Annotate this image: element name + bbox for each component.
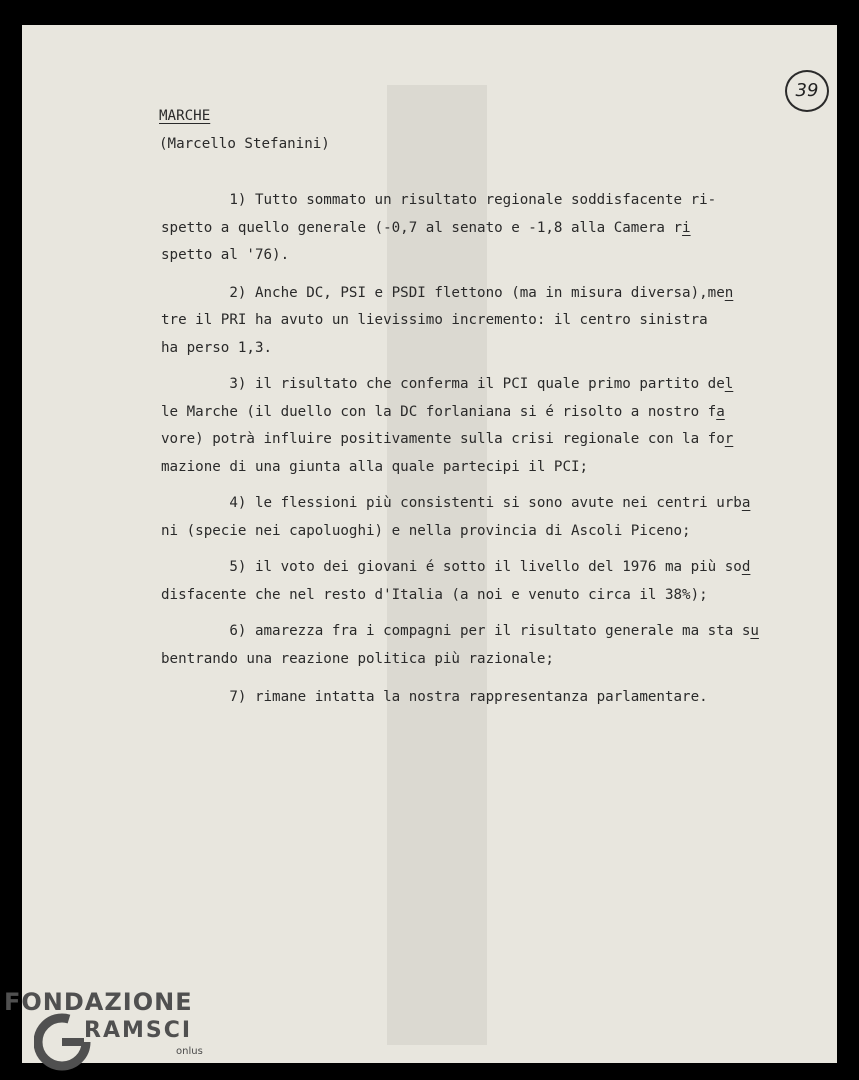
body-line-underlined-char: d <box>741 559 751 575</box>
body-line-text: tre il PRI ha avuto un lievissimo incremento: il centro sinistra <box>161 312 708 328</box>
body-line <box>161 191 716 209</box>
document-author: (Marcello Stefanini) <box>159 136 330 152</box>
document-page <box>22 25 837 1063</box>
body-line <box>161 403 725 421</box>
body-line-underlined-char: i <box>682 220 691 236</box>
body-line <box>161 650 554 668</box>
logo-line-1: FONDAZIONE <box>4 988 193 1016</box>
body-line-underlined-char: l <box>724 376 734 392</box>
page-number-stamp: 39 <box>785 70 829 112</box>
body-line-underlined-char: r <box>724 431 734 447</box>
body-line-text: 3) il risultato che conferma il PCI quale primo partito de <box>161 376 725 392</box>
body-line-underlined-char: u <box>750 623 759 639</box>
body-line-text: 7) rimane intatta la nostra rappresentanza parlamentare. <box>161 689 708 705</box>
body-line-text: ha perso 1,3. <box>161 340 273 356</box>
logo-line-2: RAMSCI <box>84 1018 193 1043</box>
body-line-text: vore) potrà influire positivamente sulla crisi regionale con la fo <box>161 431 725 447</box>
body-line <box>161 219 691 237</box>
body-line <box>161 246 289 264</box>
body-line <box>161 586 708 604</box>
body-line-text: 5) il voto dei giovani é sotto il livello del 1976 ma più so <box>161 559 742 575</box>
body-line <box>161 339 272 357</box>
body-line <box>161 558 750 576</box>
logo-line-3: onlus <box>176 1046 203 1057</box>
body-line-underlined-char: a <box>716 404 725 420</box>
body-line-underlined-char: a <box>741 495 751 511</box>
body-line-text: disfacente che nel resto d'Italia (a noi e venuto circa il 38%); <box>161 587 708 603</box>
body-line-text: bentrando una reazione politica più razionale; <box>161 651 554 667</box>
body-line <box>161 284 733 302</box>
document-title: MARCHE <box>159 108 211 124</box>
body-line-text: 6) amarezza fra i compagni per il risultato generale ma sta s <box>161 623 751 639</box>
body-line-text: 4) le flessioni più consistenti si sono avute nei centri urb <box>161 495 742 511</box>
fondazione-gramsci-logo <box>4 988 214 1076</box>
body-line-text: 2) Anche DC, PSI e PSDI flettono (ma in misura diversa),me <box>161 285 725 301</box>
body-line-text: spetto al '76). <box>161 247 290 263</box>
body-line-text: ni (specie nei capoluoghi) e nella provincia di Ascoli Piceno; <box>161 523 691 539</box>
body-line-underlined-char: n <box>724 285 734 301</box>
body-line <box>161 622 759 640</box>
body-line <box>161 458 588 476</box>
body-line <box>161 688 708 706</box>
body-line <box>161 522 691 540</box>
body-line <box>161 375 733 393</box>
body-line <box>161 494 750 512</box>
body-line-text: spetto a quello generale (-0,7 al senato e -1,8 alla Camera r <box>161 220 683 236</box>
body-line <box>161 430 733 448</box>
body-line-text: 1) Tutto sommato un risultato regionale soddisfacente ri- <box>161 192 717 208</box>
body-line-text: le Marche (il duello con la DC forlaniana si é risolto a nostro f <box>161 404 717 420</box>
body-line <box>161 311 708 329</box>
body-line-text: mazione di una giunta alla quale partecipi il PCI; <box>161 459 589 475</box>
